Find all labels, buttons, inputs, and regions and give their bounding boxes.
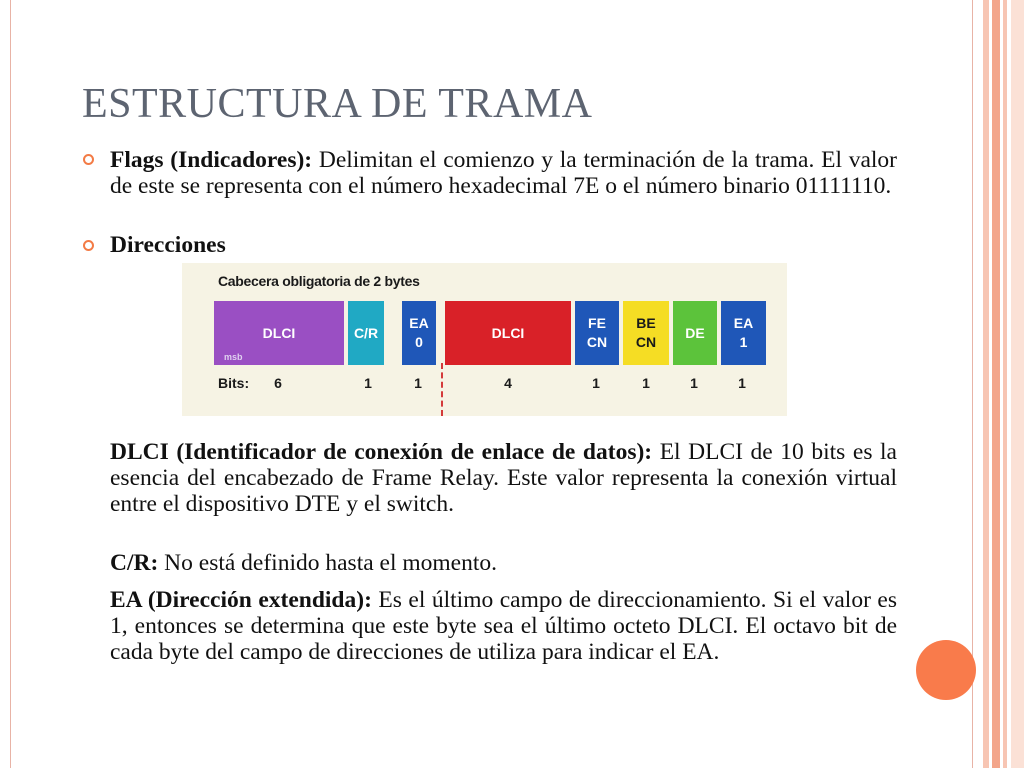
bit-count: 1 bbox=[690, 375, 698, 391]
ea-term: EA (Dirección extendida): bbox=[110, 587, 372, 613]
bit-count: 1 bbox=[592, 375, 600, 391]
stripe bbox=[983, 0, 989, 768]
msb-label: msb bbox=[224, 352, 243, 362]
stripe bbox=[1011, 0, 1024, 768]
field-label bbox=[685, 324, 704, 343]
field-label-line: 1 bbox=[739, 334, 748, 350]
field-label bbox=[734, 314, 753, 352]
field-label-line: DLCI bbox=[491, 324, 525, 341]
field-label bbox=[492, 324, 525, 343]
field-label bbox=[263, 324, 296, 343]
field-label-line: C/R bbox=[353, 324, 379, 341]
field-label bbox=[636, 314, 656, 352]
field-ea-1 bbox=[721, 301, 766, 365]
field-label-line: DLCI bbox=[262, 324, 296, 341]
field-label-line: BE bbox=[636, 315, 656, 331]
slide-title: ESTRUCTURA DE TRAMA bbox=[82, 81, 593, 127]
field-label-line: CN bbox=[635, 334, 657, 350]
field-label-line: FE bbox=[588, 315, 606, 331]
bit-count: 4 bbox=[504, 375, 512, 391]
field-ea-0 bbox=[402, 301, 436, 365]
dlci-text: El DLCI de 10 bits es la esencia del encabezado de Frame Relay. Este valor representa la conexión virtual entre el dispositivo DTE y el switch. bbox=[110, 439, 897, 517]
field-label-line: EA bbox=[409, 315, 429, 331]
flags-paragraph bbox=[110, 147, 897, 199]
field-fe-cn bbox=[575, 301, 619, 365]
cr-term: C/R: bbox=[110, 550, 159, 576]
flags-term: Flags (Indicadores): bbox=[110, 147, 313, 173]
stripe bbox=[992, 0, 1000, 768]
field-label-line: CN bbox=[586, 334, 608, 350]
field-label bbox=[587, 314, 607, 352]
field-label-line: EA bbox=[733, 315, 754, 331]
diagram-title: Cabecera obligatoria de 2 bytes bbox=[218, 273, 420, 289]
cr-paragraph bbox=[110, 550, 897, 576]
bit-count: 1 bbox=[364, 375, 372, 391]
bullet-icon bbox=[83, 240, 94, 251]
field-de bbox=[673, 301, 717, 365]
direcciones-paragraph bbox=[110, 232, 897, 258]
decorative-circle bbox=[916, 640, 976, 700]
field-label bbox=[409, 314, 428, 352]
field-label bbox=[354, 324, 378, 343]
ea-paragraph bbox=[110, 587, 897, 665]
field-c-r bbox=[348, 301, 384, 365]
ea-text: Es el último campo de direccionamiento. Si el valor es 1, entonces se determina que este byte sea el último octeto DLCI. El octavo bit de cada byte del campo de direcciones de utiliza para indicar el EA. bbox=[110, 587, 897, 665]
dlci-paragraph bbox=[110, 439, 897, 517]
field-dlci bbox=[214, 301, 344, 365]
bit-count: 1 bbox=[642, 375, 650, 391]
decorative-stripes bbox=[975, 0, 1024, 768]
field-label-line: DE bbox=[685, 324, 705, 341]
bits-label: Bits: bbox=[218, 375, 250, 391]
direcciones-term: Direcciones bbox=[110, 232, 226, 258]
field-dlci bbox=[445, 301, 571, 365]
field-label-line: 0 bbox=[415, 334, 423, 350]
bit-count: 1 bbox=[414, 375, 422, 391]
byte-divider-line bbox=[441, 363, 443, 416]
bit-count: 1 bbox=[738, 375, 746, 391]
field-be-cn bbox=[623, 301, 669, 365]
dlci-term: DLCI (Identificador de conexión de enlace de datos): bbox=[110, 439, 653, 465]
flags-text: Delimitan el comienzo y la terminación de la trama. El valor de este se representa con el número hexadecimal 7E o el número binario 01111110. bbox=[110, 147, 897, 199]
bullet-icon bbox=[83, 154, 94, 165]
stripe bbox=[1003, 0, 1007, 768]
bit-count: 6 bbox=[274, 375, 282, 391]
cr-text: No está definido hasta el momento. bbox=[158, 550, 498, 576]
frame-header-diagram bbox=[182, 263, 787, 416]
